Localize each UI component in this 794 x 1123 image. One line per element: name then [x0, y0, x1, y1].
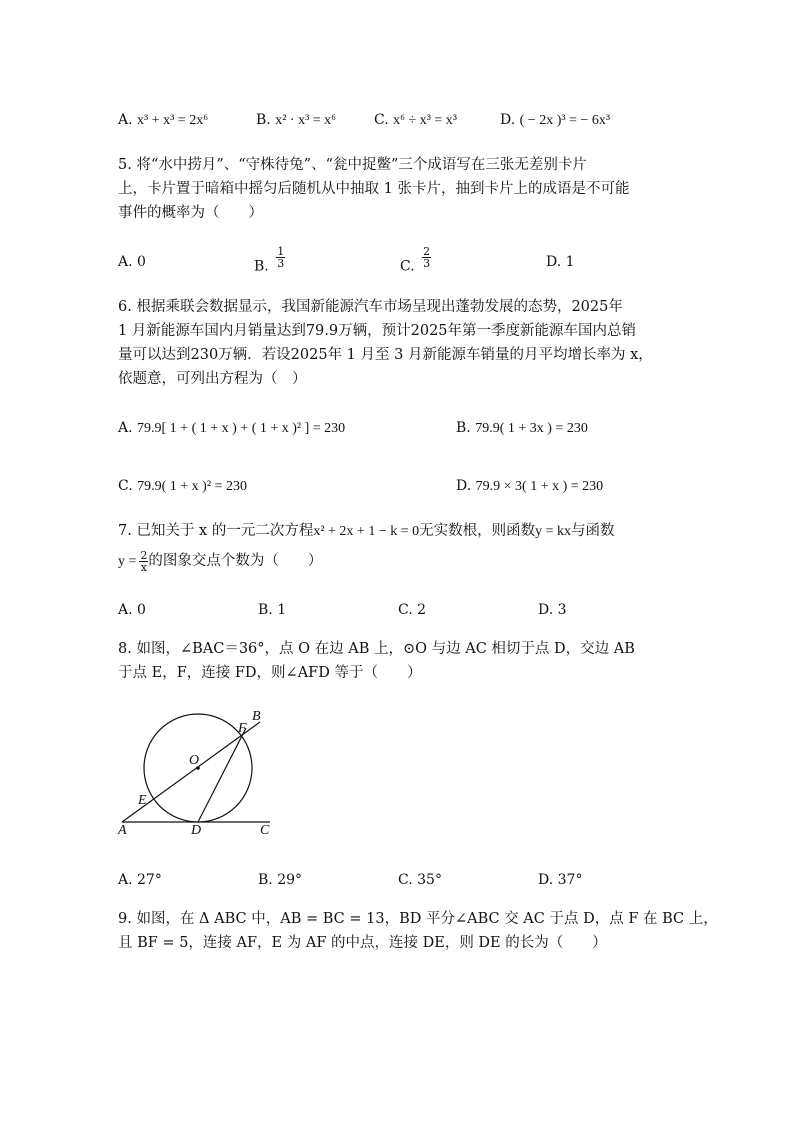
label-b: B: [252, 709, 261, 724]
label-e: E: [138, 793, 147, 808]
q7-function: y = kx: [535, 524, 572, 539]
q7-function-lhs: y =: [118, 554, 137, 569]
option-label: C.: [398, 872, 413, 888]
option-label: A.: [118, 254, 133, 270]
option-expression: 79.9( 1 + x )² = 230: [137, 479, 247, 494]
q8-option-b: [258, 870, 302, 890]
option-label: C.: [398, 602, 413, 618]
q7-equation: x² + 2x + 1 − k = 0: [313, 524, 420, 539]
q6-line-2: 1 月新能源车国内月销量达到79.9万辆，预计2025年第一季度新能源车国内总销: [118, 323, 637, 339]
q7-line-2: [118, 548, 322, 575]
option-label: B.: [254, 258, 269, 275]
q8-geometry-figure: [112, 706, 282, 842]
q8-line-2: 于点 E，F，连接 FD，则∠AFD 等于（ ）: [118, 665, 422, 681]
segment-fd: [198, 728, 246, 822]
option-label: C.: [400, 258, 415, 275]
q8-option-a: [118, 870, 162, 890]
option-expression: 79.9[ 1 + ( 1 + x ) + ( 1 + x )² ] = 230: [137, 421, 346, 436]
fraction-denominator: 3: [423, 257, 431, 270]
option-label: D.: [456, 478, 472, 494]
option-label: A.: [118, 872, 133, 888]
option-expression: x² · x³ = x⁶: [275, 113, 337, 128]
option-value: 0: [137, 254, 146, 270]
fraction-numerator: 1: [277, 245, 285, 258]
option-expression: x⁶ ÷ x³ = x³: [393, 113, 457, 128]
option-expression: 79.9( 1 + 3x ) = 230: [475, 421, 588, 436]
option-value: 37°: [557, 872, 583, 888]
option-expression: x³ + x³ = 2x⁶: [137, 113, 209, 128]
option-label: A.: [118, 112, 133, 128]
q7-text: 与函数: [571, 523, 615, 539]
label-c: C: [260, 823, 270, 838]
option-label: D.: [500, 112, 516, 128]
option-label: C.: [118, 478, 133, 494]
option-value: 3: [557, 602, 567, 618]
q5-option-b: [254, 246, 285, 277]
option-label: B.: [456, 420, 471, 436]
option-expression: 79.9 × 3( 1 + x ) = 230: [475, 479, 604, 494]
option-label: B.: [256, 112, 271, 128]
q8-line-1: 8. 如图，∠BAC＝36°，点 O 在边 AB 上，⊙O 与边 AC 相切于点 D，交边 AB: [118, 641, 635, 657]
q5-line-1: 5. 将“水中捞月”、“守株待兔”、“瓮中捉鳖”三个成语写在三张无差别卡片: [118, 157, 587, 173]
option-label: B.: [258, 872, 273, 888]
q4-option-b: [256, 110, 336, 131]
q6-line-3: 量可以达到230万辆．若设2025年 1 月至 3 月新能源车销量的月平均增长率为 x，: [118, 347, 653, 363]
q4-option-c: [374, 110, 457, 131]
q5-option-a: [118, 252, 146, 272]
q6-line-4: 依题意，可列出方程为（ ）: [118, 371, 307, 387]
q6-option-b: [456, 418, 588, 439]
label-o: O: [189, 753, 200, 768]
option-expression: ( − 2x )³ = − 6x³: [519, 113, 611, 128]
fraction: [276, 246, 285, 269]
option-label: C.: [374, 112, 389, 128]
option-label: D.: [538, 872, 554, 888]
label-a: A: [118, 823, 127, 838]
option-label: A.: [118, 420, 133, 436]
option-label: D.: [538, 602, 554, 618]
label-d: D: [191, 823, 202, 838]
q5-line-3: 事件的概率为（ ）: [118, 205, 263, 221]
option-value: 2: [417, 602, 427, 618]
q7-option-a: [118, 600, 146, 620]
fraction-denominator: 3: [277, 257, 285, 270]
q7-text: 的图象交点个数为（ ）: [148, 553, 323, 569]
option-value: 29°: [277, 872, 303, 888]
q9-line-1: 9. 如图，在 Δ ABC 中，AB = BC = 13，BD 平分∠ABC 交 AC 于点 D，点 F 在 BC 上，: [118, 911, 718, 927]
fraction-numerator: 2: [423, 245, 431, 258]
q8-option-c: [398, 870, 442, 890]
q7-text: 7. 已知关于 x 的一元二次方程: [118, 523, 314, 539]
q4-option-d: [500, 110, 610, 131]
q5-option-c: [400, 246, 431, 277]
q7-line-1: [118, 520, 615, 543]
option-label: B.: [258, 602, 273, 618]
option-value: 1: [565, 254, 575, 270]
q6-option-c: [118, 476, 247, 497]
q7-option-c: [398, 600, 426, 620]
option-value: 35°: [417, 872, 442, 888]
option-value: 27°: [137, 872, 162, 888]
fraction-numerator: 2: [140, 548, 148, 562]
q7-text: 无实数根，则函数: [419, 523, 536, 539]
q7-option-d: [538, 600, 567, 620]
fraction-denominator: x: [140, 560, 148, 574]
option-value: 1: [277, 602, 287, 618]
q6-line-1: 6. 根据乘联会数据显示，我国新能源汽车市场呈现出蓬勃发展的态势，2025年: [118, 299, 623, 315]
option-value: 0: [137, 602, 146, 618]
option-label: A.: [118, 602, 133, 618]
fraction: [422, 246, 431, 269]
option-label: D.: [546, 254, 562, 270]
q6-option-a: [118, 418, 345, 439]
q6-option-d: [456, 476, 603, 497]
label-f: F: [238, 721, 247, 736]
q7-option-b: [258, 600, 286, 620]
q5-option-d: [546, 252, 575, 272]
q8-option-d: [538, 870, 582, 890]
q4-option-a: [118, 110, 208, 131]
q5-line-2: 上，卡片置于暗箱中摇匀后随机从中抽取 1 张卡片，抽到卡片上的成语是不可能: [118, 181, 630, 197]
q9-line-2: 且 BF = 5，连接 AF，E 为 AF 的中点，连接 DE，则 DE 的长为（ ）: [118, 935, 607, 951]
